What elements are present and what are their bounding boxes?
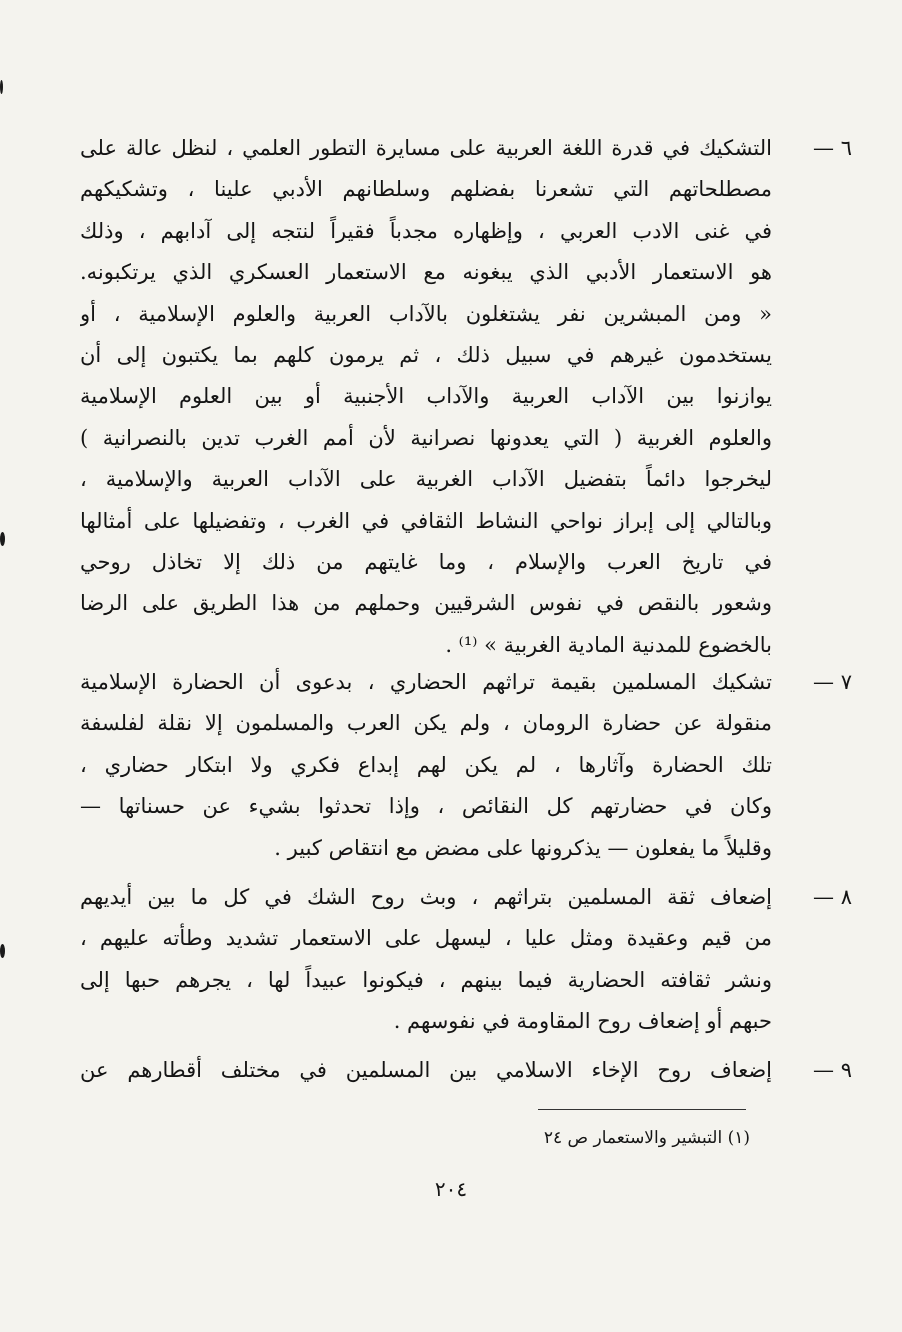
text-line: ونشر ثقافته الحضارية فيما بينهم ، فيكونوا عبيداً لها ، يجرهم حبها إلى xyxy=(80,967,772,992)
scan-mark xyxy=(0,80,3,94)
scan-mark xyxy=(0,532,5,546)
text-line: تلك الحضارة وآثارها ، لم يكن لهم إبداع فكري ولا ابتكار حضاري ، xyxy=(80,752,772,777)
text-line: إضعاف ثقة المسلمين بتراثهم ، وبث روح الشك في كل ما بين أيديهم xyxy=(80,885,772,909)
text-line: إضعاف روح الإخاء الاسلامي بين المسلمين في مختلف أقطارهم عن xyxy=(80,1058,772,1082)
text-line: التشكيك في قدرة اللغة العربية على مسايرة التطور العلمي ، لنظل عالة على xyxy=(80,136,772,160)
item-number: ٦ — xyxy=(813,136,852,160)
item-text xyxy=(80,662,772,869)
list-item xyxy=(80,128,852,666)
text-line: وقليلاً ما يفعلون — يذكرونها على مضض مع انتقاص كبير . xyxy=(274,835,772,860)
text-line: من قيم وعقيدة ومثل عليا ، ليسهل على الاستعمار تشديد وطأته عليهم ، xyxy=(80,926,772,951)
list-item xyxy=(80,1050,852,1091)
scan-mark xyxy=(0,944,5,958)
item-text xyxy=(80,128,772,666)
text-line: ليخرجوا دائماً بتفضيل الآداب الغربية على الآداب العربية والإسلامية ، xyxy=(80,467,772,492)
text-line: مصطلحاتهم التي تشعرنا بفضلهم وسلطانهم الأدبي علينا ، وتشكيكهم xyxy=(80,177,772,202)
text-line: والعلوم الغربية ( التي يعدونها نصرانية لأن أمم الغرب تدين بالنصرانية ) xyxy=(80,425,772,450)
text-line: وبالتالي إلى إبراز نواحي النشاط الثقافي في الغرب ، وتفضيلها على أمثالها xyxy=(80,508,772,533)
text-line: حبهم أو إضعاف روح المقاومة في نفوسهم . xyxy=(393,1009,772,1034)
list-item xyxy=(80,662,852,869)
page-number: ٢٠٤ xyxy=(434,1177,468,1201)
text-line: يوازنوا بين الآداب العربية والآداب الأجنبية أو بين العلوم الإسلامية xyxy=(80,384,772,409)
text-line: يستخدمون غيرهم في سبيل ذلك ، ثم يرمون كلهم بما يكتبون إلى أن xyxy=(80,342,772,367)
item-number: ٨ — xyxy=(813,885,852,909)
list-item xyxy=(80,877,852,1043)
text-line: في تاريخ العرب والإسلام ، وما غايتهم من ذلك إلا تخاذل روحي xyxy=(80,549,772,574)
text-line: « ومن المبشرين نفر يشتغلون بالآداب العربية والعلوم الإسلامية ، أو xyxy=(80,301,772,326)
text-line: وشعور بالنقص في نفوس الشرقيين وحملهم من هذا الطريق على الرضا xyxy=(80,591,772,616)
text-line: هو الاستعمار الأدبي الذي يبغونه مع الاستعمار العسكري الذي يرتكبونه. xyxy=(80,260,772,285)
footnote-separator xyxy=(538,1109,746,1110)
footnote: (١) التبشير والاستعمار ص ٢٤ xyxy=(543,1128,750,1148)
text-line: منقولة عن حضارة الرومان ، ولم يكن العرب والمسلمون إلا نقلة لفلسفة xyxy=(80,711,772,736)
item-text xyxy=(80,1050,772,1091)
item-number: ٧ — xyxy=(813,670,852,694)
text-line: بالخضوع للمدنية المادية الغربية » ⁽¹⁾ . xyxy=(445,632,772,657)
text-line: وكان في حضارتهم كل النقائص ، وإذا تحدثوا بشيء عن حسناتها — xyxy=(80,794,772,819)
text-line: في غنى الادب العربي ، وإظهاره مجدباً فقيراً لنتجه إلى آدابهم ، وذلك xyxy=(80,218,772,243)
item-number: ٩ — xyxy=(813,1058,852,1082)
text-line: تشكيك المسلمين بقيمة تراثهم الحضاري ، بدعوى أن الحضارة الإسلامية xyxy=(80,670,772,694)
item-text xyxy=(80,877,772,1043)
